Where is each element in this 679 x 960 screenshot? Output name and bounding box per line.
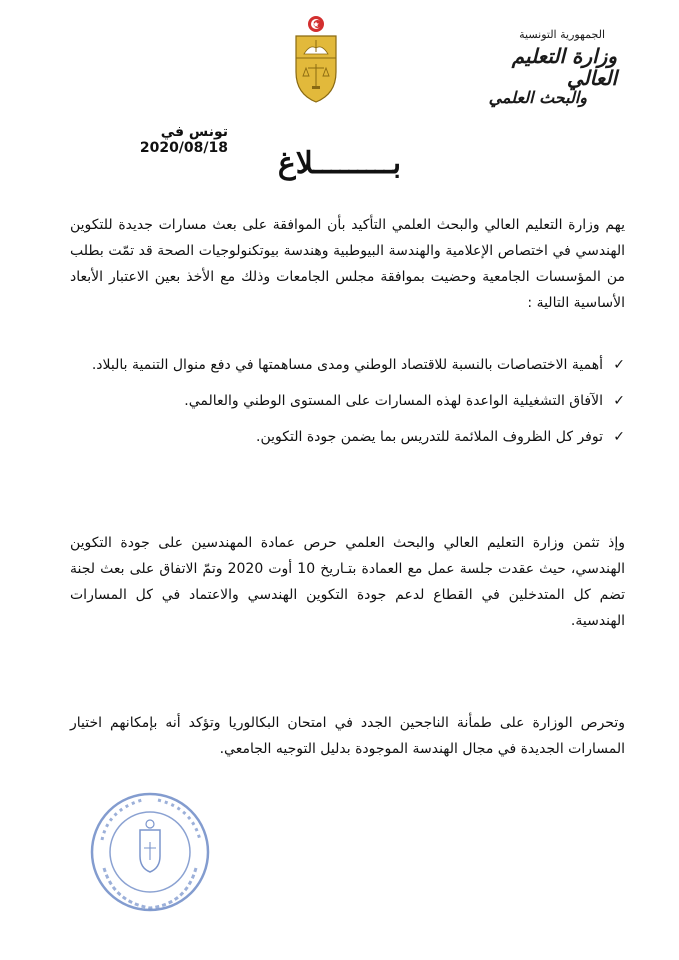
ministry-header bbox=[467, 28, 617, 107]
paragraph-baccalaureate: وتحرص الوزارة على طمأنة الناجحين الجدد في امتحان البكالوريا وتؤكد أنه بإمكانهم اختيار المسارات الجديدة في مجال الهندسة الموجودة بدليل التوجيه الجامعي. bbox=[70, 715, 625, 757]
list-item-text: الآفاق التشغيلية الواعدة لهذه المسارات على المستوى الوطني والعالمي. bbox=[184, 393, 603, 409]
official-stamp-icon bbox=[88, 790, 213, 915]
list-item bbox=[70, 424, 625, 450]
document-date: تونس في 2020/08/18 bbox=[139, 124, 228, 156]
criteria-list bbox=[70, 352, 625, 460]
list-item bbox=[70, 388, 625, 414]
check-icon: ✓ bbox=[613, 357, 625, 373]
paragraph-engineers-order: وإذ تثمن وزارة التعليم العالي والبحث العلمي حرص عمادة المهندسين على جودة التكوين الهندسي، حيث عقدت جلسة عمل مع العمادة بتـاريخ 10 أوت 2020 وتمّ الاتفاق على بعث لجنة تضم كل المتدخلين في القطاع لدعم جودة التكوين الهندسي والاعتماد في كل المسارات الهندسية. bbox=[70, 535, 625, 629]
list-item-text: أهمية الاختصاصات بالنسبة للاقتصاد الوطني ومدى مساهمتها في دفع منوال التنمية بالبلاد. bbox=[91, 357, 603, 373]
check-icon: ✓ bbox=[613, 429, 625, 445]
list-item bbox=[70, 352, 625, 378]
ministry-name-line1: وزارة التعليم العالي bbox=[511, 44, 617, 90]
republic-label: الجمهورية التونسية bbox=[519, 28, 605, 41]
coat-of-arms-icon bbox=[290, 14, 342, 106]
check-icon: ✓ bbox=[613, 393, 625, 409]
paragraph-intro: يهم وزارة التعليم العالي والبحث العلمي التأكيد بأن الموافقة على بعث مسارات جديدة للتكوين الهندسي في اختصاص الإعلامية والهندسة البيوطبية وهندسة بيوتكنولوجيات الصحة قد تمّت بطلب من المؤسسات الجامعية وحضيت بموافقة مجلس الجامعات وذلك مع الأخذ بعين الاعتبار الأبعاد الأساسية التالية : bbox=[70, 217, 625, 311]
ministry-name-line2: والبحث العلمي bbox=[488, 88, 587, 107]
document-title: بـــــــــلاغ bbox=[277, 146, 402, 181]
list-item-text: توفر كل الظروف الملائمة للتدريس بما يضمن جودة التكوين. bbox=[256, 429, 603, 445]
